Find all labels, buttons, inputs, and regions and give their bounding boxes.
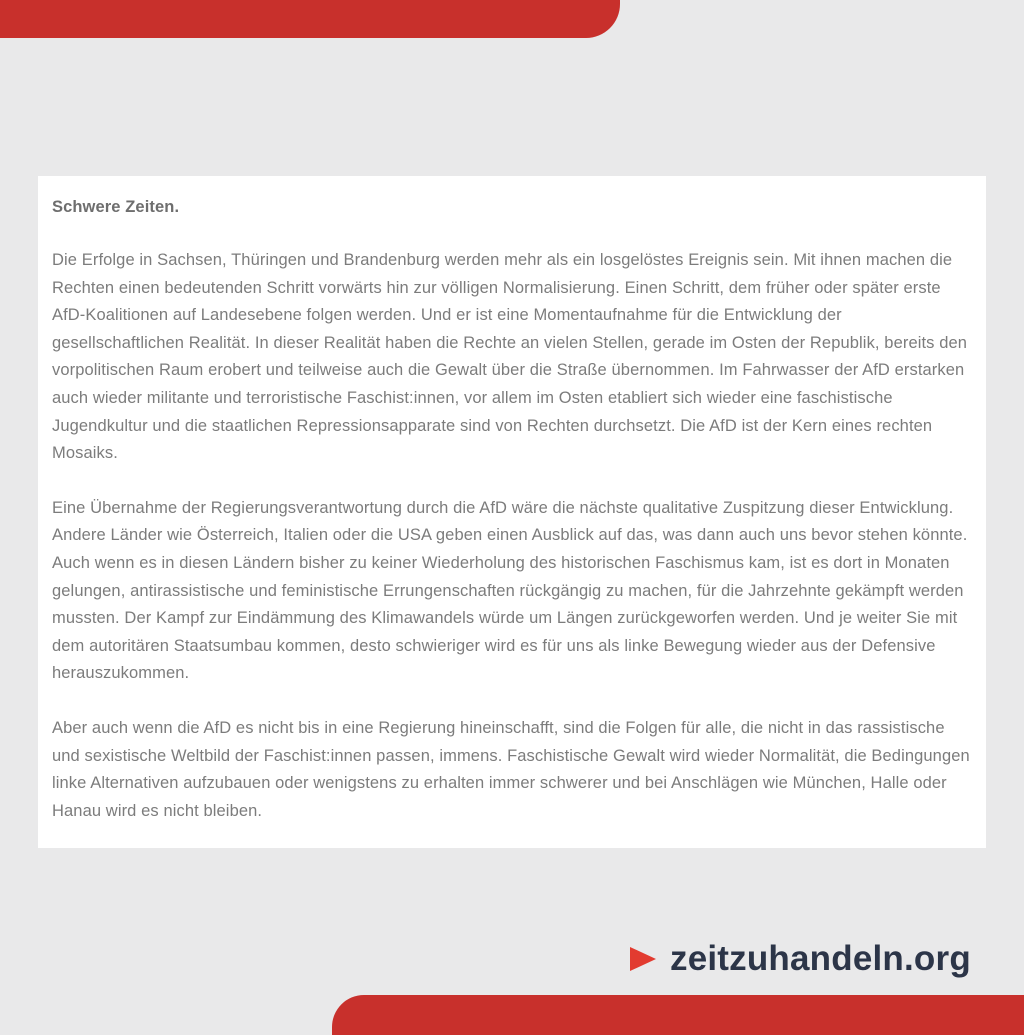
article-paragraph: Aber auch wenn die AfD es nicht bis in eine Regierung hineinschafft, sind die Folgen für alle, die nicht in das rassistische und sexistische Weltbild der Faschist:innen passen, immens. Faschistische Gewalt wird wieder Normalität, die Bedingungen linke Alternativen aufzubauen oder wenigstens zu erhalten immer schwerer und bei Anschlägen wie München, Halle oder Hanau wird es nicht bleiben. bbox=[52, 718, 970, 820]
top-accent-bar bbox=[0, 0, 620, 38]
article-card bbox=[38, 176, 986, 848]
play-arrow-icon bbox=[630, 947, 656, 971]
bottom-accent-bar bbox=[332, 995, 1024, 1035]
brand-link[interactable] bbox=[630, 930, 971, 988]
article-paragraph: Die Erfolge in Sachsen, Thüringen und Brandenburg werden mehr als ein losgelöstes Ereignis sein. Mit ihnen machen die Rechten einen bedeutenden Schritt vorwärts hin zur völligen Normalisierung. Einen Schritt, dem früher oder später erste AfD-Koalitionen auf Landesebene folgen werden. Und er ist eine Momentaufnahme für die Entwicklung der gesellschaftlichen Realität. In dieser Realität haben die Rechte an vielen Stellen, gerade im Osten der Republik, bereits den vorpolitischen Raum erobert und teilweise auch die Gewalt über die Straße übernommen. Im Fahrwasser der AfD erstarken auch wieder militante und terroristische Faschist:innen, vor allem im Osten etabliert sich wieder eine faschistische Jugendkultur und die staatlichen Repressionsapparate sind von Rechten durchsetzt. Die AfD ist der Kern eines rechten Mosaiks. bbox=[52, 251, 968, 463]
brand-url: zeitzuhandeln.org bbox=[670, 939, 971, 978]
article-title: Schwere Zeiten. bbox=[52, 198, 180, 216]
article-paragraph: Eine Übernahme der Regierungsverantwortung durch die AfD wäre die nächste qualitative Zuspitzung dieser Entwicklung. Andere Länder wie Österreich, Italien oder die USA geben einen Ausblick auf das, was dann auch uns bevor stehen könnte. Auch wenn es in diesen Ländern bisher zu keiner Wiederholung des historischen Faschismus kam, ist es dort in Monaten gelungen, antirassistische und feministische Errungenschaften rückgängig zu machen, für die Jahrzehnte gekämpft werden mussten. Der Kampf zur Eindämmung des Klimawandels würde um Längen zurückgeworfen werden. Und je weiter Sie mit dem autoritären Staatsumbau kommen, desto schwieriger wird es für uns als linke Bewegung wieder aus der Defensive herauszukommen. bbox=[52, 498, 968, 683]
